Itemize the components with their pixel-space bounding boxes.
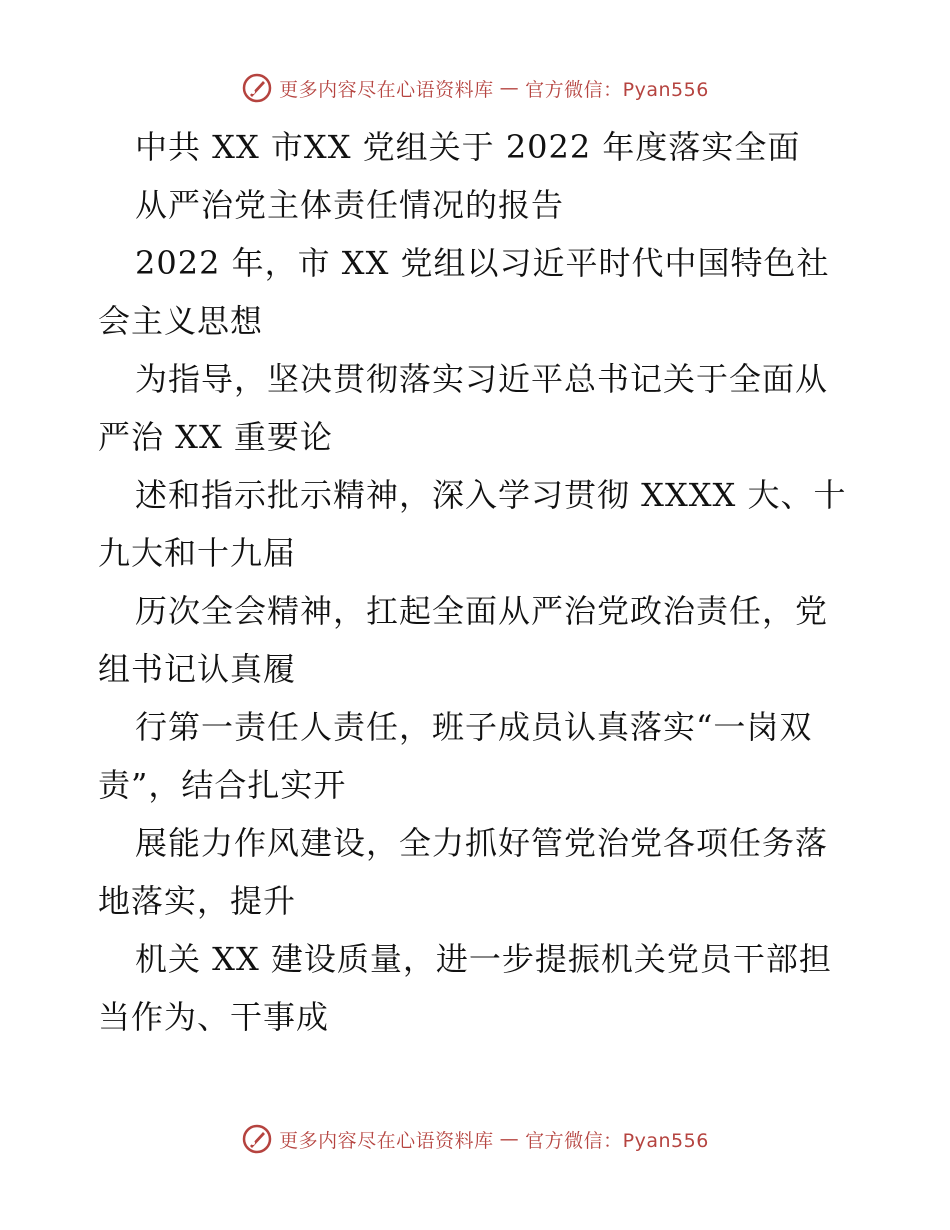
watermark-contact: 官方微信：Pyan556 xyxy=(525,78,709,101)
doc-line: 地落实，提升 xyxy=(98,882,297,920)
doc-line: 述和指示批示精神，深入学习贯彻 XXXX 大、十 xyxy=(135,476,847,514)
document-body xyxy=(98,118,858,1046)
doc-line: 严治 XX 重要论 xyxy=(98,418,333,456)
doc-line: 行第一责任人责任，班子成员认真落实“一岗双 xyxy=(135,708,813,746)
doc-line: 2022 年，市 XX 党组以习近平时代中国特色社 xyxy=(135,244,830,282)
watermark-contact: 官方微信：Pyan556 xyxy=(525,1129,709,1152)
doc-line: 展能力作风建设，全力抓好管党治党各项任务落 xyxy=(135,824,829,862)
quill-logo-icon xyxy=(241,1123,273,1155)
doc-line: 历次全会精神，扛起全面从严治党政治责任，党 xyxy=(135,592,829,630)
doc-line: 责”，结合扎实开 xyxy=(98,766,347,804)
watermark-text: 更多内容尽在心语资料库 xyxy=(279,78,494,101)
watermark-dash: — xyxy=(499,1128,520,1150)
header-watermark xyxy=(0,72,950,104)
watermark-dash: — xyxy=(499,77,520,99)
doc-line: 当作为、干事成 xyxy=(98,998,330,1036)
doc-line: 会主义思想 xyxy=(98,302,264,340)
doc-line: 组书记认真履 xyxy=(98,650,297,688)
doc-line: 机关 XX 建设质量，进一步提振机关党员干部担 xyxy=(135,940,832,978)
doc-title-line-1: 中共 XX 市XX 党组关于 2022 年度落实全面 xyxy=(135,128,801,166)
doc-line: 九大和十九届 xyxy=(98,534,297,572)
quill-logo-icon xyxy=(241,72,273,104)
doc-line: 为指导，坚决贯彻落实习近平总书记关于全面从 xyxy=(135,360,829,398)
watermark-text: 更多内容尽在心语资料库 xyxy=(279,1129,494,1152)
footer-watermark xyxy=(0,1123,950,1155)
doc-title-line-2: 从严治党主体责任情况的报告 xyxy=(135,186,565,224)
